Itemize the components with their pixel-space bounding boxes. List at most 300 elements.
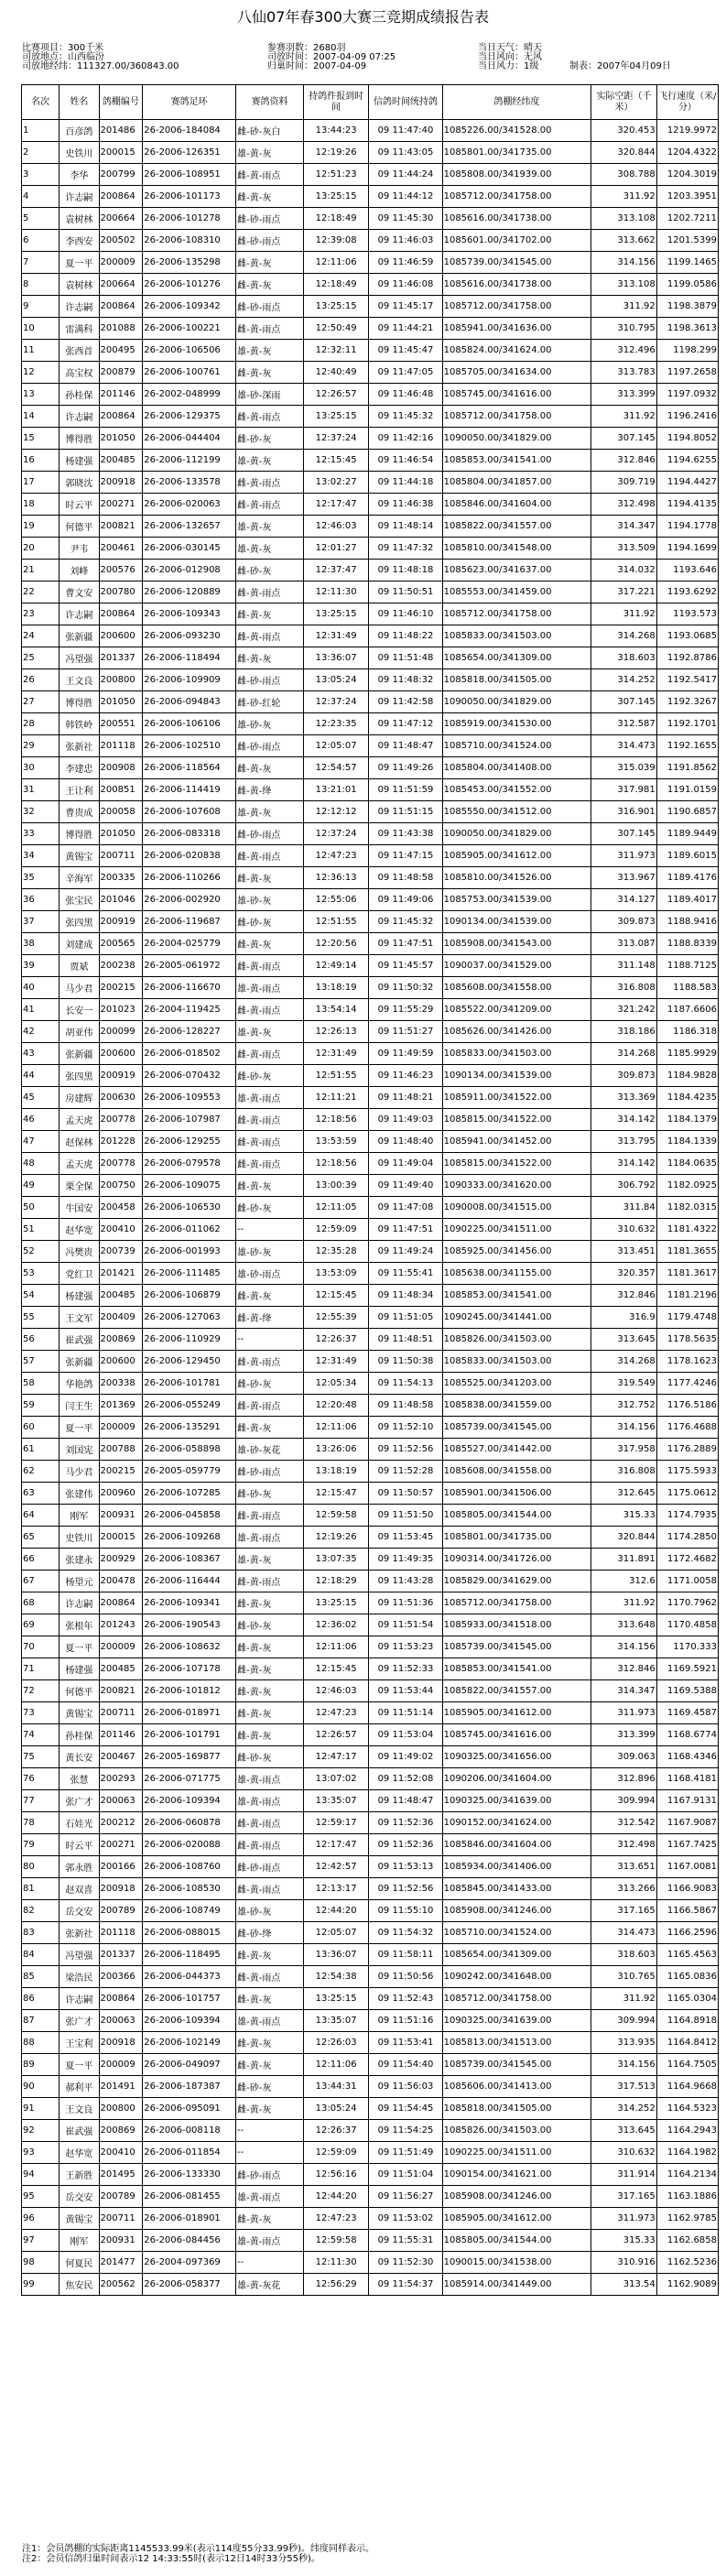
cell-name: 何德平 (60, 1680, 99, 1702)
cell-rank: 35 (22, 867, 60, 889)
cell-ring: 26-2006-101278 (143, 208, 236, 230)
cell-ring: 26-2006-044404 (143, 428, 236, 450)
cell-loft-id: 200495 (99, 340, 143, 362)
cell-pigeon-info: 雌-黄-灰 (236, 1988, 304, 2010)
cell-rank: 45 (22, 1087, 60, 1109)
cell-speed: 1167.0081 (656, 1856, 718, 1878)
cell-rank: 64 (22, 1505, 60, 1527)
cell-name: 冯望强 (60, 1944, 99, 1966)
cell-pigeon-info: 雄-砂-灰 (236, 889, 304, 911)
cell-distance: 314.347 (591, 516, 657, 538)
cell-rank: 80 (22, 1856, 60, 1878)
table-row (22, 428, 719, 450)
cell-rank: 50 (22, 1197, 60, 1219)
cell-coordinates: 1085933.00/341518.00 (442, 1614, 591, 1636)
cell-speed: 1167.7425 (656, 1834, 718, 1856)
cell-distance: 313.935 (591, 2032, 657, 2054)
cell-coordinates: 1085712.00/341758.00 (442, 603, 591, 625)
cell-distance: 309.063 (591, 1746, 657, 1768)
cell-report-time: 12:59:17 (303, 1812, 369, 1834)
cell-coordinates: 1085608.00/341558.00 (442, 1461, 591, 1483)
cell-rank: 20 (22, 538, 60, 560)
cell-rank: 54 (22, 1285, 60, 1307)
cell-report-time: 12:13:17 (303, 1878, 369, 1900)
cell-report-time: 13:54:14 (303, 999, 369, 1021)
cell-report-time: 13:25:15 (303, 1592, 369, 1614)
cell-rank: 30 (22, 757, 60, 779)
cell-name: 党红卫 (60, 1263, 99, 1285)
cell-return-time: 09 11:53:13 (369, 1856, 442, 1878)
cell-distance: 310.916 (591, 2252, 657, 2274)
cell-name: 张新社 (60, 1922, 99, 1944)
cell-ring: 26-2006-112199 (143, 450, 236, 472)
cell-coordinates: 1085608.00/341558.00 (442, 977, 591, 999)
cell-report-time: 12:15:45 (303, 1658, 369, 1680)
table-row (22, 911, 719, 933)
cell-loft-id: 201050 (99, 823, 143, 845)
cell-speed: 1182.0925 (656, 1175, 718, 1197)
cell-loft-id: 201050 (99, 428, 143, 450)
cell-return-time: 09 11:51:59 (369, 779, 442, 801)
cell-coordinates: 1085838.00/341559.00 (442, 1395, 591, 1417)
cell-report-time: 12:59:58 (303, 2230, 369, 2252)
cell-ring: 26-2006-109553 (143, 1087, 236, 1109)
cell-speed: 1178.1623 (656, 1351, 718, 1373)
cell-coordinates: 1085654.00/341309.00 (442, 647, 591, 669)
cell-report-time: 12:31:49 (303, 1351, 369, 1373)
cell-distance: 307.145 (591, 823, 657, 845)
cell-pigeon-info: 雌-砂-灰 (236, 1614, 304, 1636)
cell-coordinates: 1090154.00/341621.00 (442, 2164, 591, 2186)
cell-loft-id: 200410 (99, 2142, 143, 2164)
cell-report-time: 13:00:39 (303, 1175, 369, 1197)
cell-pigeon-info: 雌-黄-雨点 (236, 1966, 304, 1988)
cell-name: 许志嗣 (60, 603, 99, 625)
cell-coordinates: 1085908.00/341246.00 (442, 2186, 591, 2208)
cell-rank: 93 (22, 2142, 60, 2164)
table-header-row (22, 85, 719, 120)
cell-loft-id: 201118 (99, 735, 143, 757)
cell-coordinates: 1090325.00/341656.00 (442, 1746, 591, 1768)
cell-return-time: 09 11:45:30 (369, 208, 442, 230)
cell-ring: 26-2006-101276 (143, 274, 236, 296)
cell-speed: 1167.9087 (656, 1812, 718, 1834)
cell-speed: 1193.646 (656, 560, 718, 582)
cell-name: 崔武强 (60, 1329, 99, 1351)
cell-report-time: 12:11:30 (303, 2252, 369, 2274)
cell-distance: 311.92 (591, 186, 657, 208)
cell-report-time: 12:18:49 (303, 208, 369, 230)
cell-name: 石娃光 (60, 1812, 99, 1834)
cell-return-time: 09 11:50:57 (369, 1483, 442, 1505)
cell-coordinates: 1085753.00/341539.00 (442, 889, 591, 911)
cell-coordinates: 1085654.00/341309.00 (442, 1944, 591, 1966)
cell-coordinates: 1090225.00/341511.00 (442, 1219, 591, 1241)
cell-rank: 53 (22, 1263, 60, 1285)
cell-name: 夏一平 (60, 1636, 99, 1658)
table-row (22, 274, 719, 296)
cell-pigeon-info: 雌-黄-绛 (236, 779, 304, 801)
cell-distance: 312.587 (591, 713, 657, 735)
table-row (22, 560, 719, 582)
cell-coordinates: 1085616.00/341738.00 (442, 274, 591, 296)
cell-rank: 41 (22, 999, 60, 1021)
cell-pigeon-info: 雌-黄-灰 (236, 1702, 304, 1724)
cell-report-time: 12:15:45 (303, 1285, 369, 1307)
cell-coordinates: 1090037.00/341529.00 (442, 955, 591, 977)
cell-distance: 313.795 (591, 1131, 657, 1153)
cell-rank: 76 (22, 1768, 60, 1790)
cell-name: 袁树林 (60, 208, 99, 230)
cell-rank: 6 (22, 230, 60, 252)
cell-speed: 1184.9828 (656, 1065, 718, 1087)
table-row (22, 1812, 719, 1834)
cell-loft-id: 200458 (99, 1197, 143, 1219)
cell-return-time: 09 11:48:40 (369, 1131, 442, 1153)
cell-loft-id: 201050 (99, 691, 143, 713)
cell-pigeon-info: 雌-砂-雨点 (236, 2164, 304, 2186)
cell-distance: 320.453 (591, 120, 657, 142)
cell-distance: 313.54 (591, 2274, 657, 2296)
cell-return-time: 09 11:51:54 (369, 1614, 442, 1636)
cell-report-time: 12:26:03 (303, 2032, 369, 2054)
cell-rank: 52 (22, 1241, 60, 1263)
cell-name: 冯望强 (60, 647, 99, 669)
cell-pigeon-info: 雌-黄-雨点 (236, 494, 304, 516)
cell-coordinates: 1085833.00/341503.00 (442, 1351, 591, 1373)
cell-speed: 1166.5867 (656, 1900, 718, 1922)
cell-distance: 311.92 (591, 406, 657, 428)
cell-ring: 26-2006-109909 (143, 669, 236, 691)
cell-report-time: 13:44:23 (303, 120, 369, 142)
cell-speed: 1197.2658 (656, 362, 718, 384)
table-row (22, 2120, 719, 2142)
cell-loft-id: 200238 (99, 955, 143, 977)
cell-report-time: 13:05:24 (303, 669, 369, 691)
cell-name: 史铁川 (60, 142, 99, 164)
cell-report-time: 12:11:30 (303, 582, 369, 603)
cell-loft-id: 200600 (99, 1043, 143, 1065)
cell-ring: 26-2006-187387 (143, 2076, 236, 2098)
cell-speed: 1184.1339 (656, 1131, 718, 1153)
cell-loft-id: 200869 (99, 2120, 143, 2142)
cell-speed: 1170.4858 (656, 1614, 718, 1636)
cell-report-time: 13:53:59 (303, 1131, 369, 1153)
cell-rank: 97 (22, 2230, 60, 2252)
cell-ring: 26-2006-084456 (143, 2230, 236, 2252)
cell-distance: 312.645 (591, 1483, 657, 1505)
cell-rank: 37 (22, 911, 60, 933)
cell-report-time: 13:26:06 (303, 1439, 369, 1461)
cell-speed: 1164.8412 (656, 2032, 718, 2054)
cell-ring: 26-2006-109341 (143, 1592, 236, 1614)
cell-name: 时云平 (60, 1834, 99, 1856)
cell-ring: 26-2006-108760 (143, 1856, 236, 1878)
cell-return-time: 09 11:45:17 (369, 296, 442, 318)
cell-return-time: 09 11:45:32 (369, 911, 442, 933)
cell-report-time: 13:25:15 (303, 296, 369, 318)
cell-distance: 315.33 (591, 1505, 657, 1527)
cell-report-time: 13:44:31 (303, 2076, 369, 2098)
cell-return-time: 09 11:47:32 (369, 538, 442, 560)
cell-coordinates: 1085601.00/341702.00 (442, 230, 591, 252)
note-2: 注2：会员信鸽归巢时间表示12 14:33:55时(表示12日14时33分55秒)。 (22, 2554, 320, 2564)
cell-distance: 309.873 (591, 911, 657, 933)
cell-pigeon-info: 雄-黄-灰 (236, 142, 304, 164)
cell-coordinates: 1085808.00/341939.00 (442, 164, 591, 186)
cell-distance: 318.186 (591, 1021, 657, 1043)
cell-coordinates: 1085818.00/341505.00 (442, 2098, 591, 2120)
cell-report-time: 13:25:15 (303, 406, 369, 428)
cell-name: 博得胜 (60, 691, 99, 713)
cell-rank: 28 (22, 713, 60, 735)
cell-report-time: 12:54:57 (303, 757, 369, 779)
cell-return-time: 09 11:52:10 (369, 1417, 442, 1439)
cell-return-time: 09 11:48:47 (369, 735, 442, 757)
cell-return-time: 09 11:47:15 (369, 845, 442, 867)
cell-report-time: 12:54:38 (303, 1966, 369, 1988)
cell-report-time: 12:31:49 (303, 625, 369, 647)
table-row (22, 1439, 719, 1461)
cell-loft-id: 201023 (99, 999, 143, 1021)
cell-speed: 1165.4563 (656, 1944, 718, 1966)
cell-ring: 26-2006-135291 (143, 1417, 236, 1439)
cell-pigeon-info: -- (236, 1329, 304, 1351)
cell-report-time: 12:47:23 (303, 2208, 369, 2230)
cell-loft-id: 200600 (99, 625, 143, 647)
cell-distance: 314.268 (591, 625, 657, 647)
cell-ring: 26-2006-101757 (143, 1988, 236, 2010)
cell-report-time: 12:37:47 (303, 560, 369, 582)
cell-rank: 95 (22, 2186, 60, 2208)
cell-report-time: 12:47:23 (303, 845, 369, 867)
cell-rank: 14 (22, 406, 60, 428)
cell-pigeon-info: -- (236, 2120, 304, 2142)
cell-loft-id: 200800 (99, 669, 143, 691)
cell-coordinates: 1085822.00/341557.00 (442, 1680, 591, 1702)
cell-speed: 1192.1701 (656, 713, 718, 735)
cell-rank: 31 (22, 779, 60, 801)
cell-pigeon-info: 雄-黄-灰 (236, 538, 304, 560)
cell-ring: 26-2006-111485 (143, 1263, 236, 1285)
cell-coordinates: 1085527.00/341442.00 (442, 1439, 591, 1461)
cell-pigeon-info: 雄-黄-灰 (236, 516, 304, 538)
cell-name: 杨望元 (60, 1571, 99, 1592)
cell-pigeon-info: 雄-黄-雨点 (236, 2186, 304, 2208)
cell-return-time: 09 11:52:28 (369, 1461, 442, 1483)
cell-report-time: 13:07:02 (303, 1768, 369, 1790)
cell-pigeon-info: 雄-黄-灰 (236, 1021, 304, 1043)
race-weather: 当日天气：晴天 (478, 43, 542, 53)
table-row (22, 1505, 719, 1527)
cell-return-time: 09 11:53:41 (369, 2032, 442, 2054)
cell-return-time: 09 11:52:33 (369, 1658, 442, 1680)
cell-report-time: 12:51:23 (303, 164, 369, 186)
cell-name: 许志嗣 (60, 186, 99, 208)
cell-pigeon-info: 雄-砂-灰 (236, 1241, 304, 1263)
cell-loft-id: 200821 (99, 1680, 143, 1702)
cell-ring: 26-2006-081455 (143, 2186, 236, 2208)
cell-distance: 311.92 (591, 1592, 657, 1614)
cell-rank: 79 (22, 1834, 60, 1856)
cell-pigeon-info: 雌-黄-雨点 (236, 1109, 304, 1131)
cell-pigeon-info: 雌-黄-灰 (236, 1658, 304, 1680)
cell-loft-id: 200461 (99, 538, 143, 560)
cell-report-time: 12:51:55 (303, 911, 369, 933)
cell-report-time: 12:49:14 (303, 955, 369, 977)
cell-ring: 26-2006-018502 (143, 1043, 236, 1065)
cell-loft-id: 201369 (99, 1395, 143, 1417)
cell-report-time: 12:59:58 (303, 1505, 369, 1527)
cell-rank: 47 (22, 1131, 60, 1153)
cell-pigeon-info: 雌-黄-灰 (236, 2054, 304, 2076)
table-row (22, 1790, 719, 1812)
cell-speed: 1189.9449 (656, 823, 718, 845)
cell-pigeon-info: 雄-砂-灰 (236, 1900, 304, 1922)
cell-return-time: 09 11:51:05 (369, 1307, 442, 1329)
cell-rank: 19 (22, 516, 60, 538)
cell-coordinates: 1085826.00/341503.00 (442, 2120, 591, 2142)
cell-return-time: 09 11:48:32 (369, 669, 442, 691)
table-row (22, 1307, 719, 1329)
cell-ring: 26-2006-079578 (143, 1153, 236, 1175)
cell-distance: 310.632 (591, 1219, 657, 1241)
cell-rank: 13 (22, 384, 60, 406)
cell-ring: 26-2006-109268 (143, 1527, 236, 1549)
cell-coordinates: 1085815.00/341522.00 (442, 1153, 591, 1175)
cell-report-time: 12:17:47 (303, 494, 369, 516)
cell-rank: 77 (22, 1790, 60, 1812)
table-row (22, 1900, 719, 1922)
cell-name: 长安一 (60, 999, 99, 1021)
cell-report-time: 12:47:17 (303, 1746, 369, 1768)
cell-report-time: 13:21:01 (303, 779, 369, 801)
cell-rank: 51 (22, 1219, 60, 1241)
cell-speed: 1169.5388 (656, 1680, 718, 1702)
cell-ring: 26-2004-097369 (143, 2252, 236, 2274)
cell-ring: 26-2006-128227 (143, 1021, 236, 1043)
cell-pigeon-info: 雌-黄-灰 (236, 603, 304, 625)
cell-return-time: 09 11:43:38 (369, 823, 442, 845)
cell-rank: 36 (22, 889, 60, 911)
cell-speed: 1184.1379 (656, 1109, 718, 1131)
cell-rank: 94 (22, 2164, 60, 2186)
cell-loft-id: 200800 (99, 2098, 143, 2120)
cell-speed: 1182.0315 (656, 1197, 718, 1219)
cell-pigeon-info: 雄-黄-灰花 (236, 2274, 304, 2296)
cell-report-time: 12:18:56 (303, 1153, 369, 1175)
cell-name: 张新疆 (60, 1351, 99, 1373)
cell-coordinates: 1085804.00/341857.00 (442, 472, 591, 494)
table-row (22, 647, 719, 669)
cell-distance: 311.973 (591, 1702, 657, 1724)
cell-speed: 1188.7125 (656, 955, 718, 977)
table-row (22, 1966, 719, 1988)
cell-speed: 1178.5635 (656, 1329, 718, 1351)
cell-coordinates: 1085833.00/341503.00 (442, 625, 591, 647)
header-ring: 赛鸽足环 (143, 85, 236, 120)
cell-rank: 43 (22, 1043, 60, 1065)
cell-coordinates: 1090134.00/341539.00 (442, 911, 591, 933)
cell-name: 贾斌 (60, 955, 99, 977)
cell-pigeon-info: 雌-黄-雨点 (236, 582, 304, 603)
cell-name: 李建忠 (60, 757, 99, 779)
cell-pigeon-info: 雌-黄-雨点 (236, 1834, 304, 1856)
cell-rank: 56 (22, 1329, 60, 1351)
table-row (22, 1065, 719, 1087)
table-row (22, 1087, 719, 1109)
cell-name: 辛海军 (60, 867, 99, 889)
cell-report-time: 12:59:09 (303, 1219, 369, 1241)
cell-name: 李华 (60, 164, 99, 186)
table-row (22, 120, 719, 142)
table-row (22, 1285, 719, 1307)
cell-pigeon-info: 雌-砂-灰白 (236, 120, 304, 142)
cell-ring: 26-2006-011062 (143, 1219, 236, 1241)
cell-distance: 309.994 (591, 1790, 657, 1812)
cell-return-time: 09 11:46:23 (369, 1065, 442, 1087)
table-row (22, 1483, 719, 1505)
cell-loft-id: 200576 (99, 560, 143, 582)
cell-distance: 314.156 (591, 1636, 657, 1658)
cell-name: 杨建强 (60, 450, 99, 472)
cell-rank: 96 (22, 2208, 60, 2230)
table-row (22, 252, 719, 274)
cell-pigeon-info: 雌-黄-雨点 (236, 1571, 304, 1592)
cell-speed: 1193.0685 (656, 625, 718, 647)
cell-ring: 26-2006-058377 (143, 2274, 236, 2296)
cell-pigeon-info: 雄-黄-雨点 (236, 1768, 304, 1790)
cell-return-time: 09 11:48:51 (369, 1329, 442, 1351)
cell-name: 韩铁岭 (60, 713, 99, 735)
cell-speed: 1162.6858 (656, 2230, 718, 2252)
cell-distance: 313.087 (591, 933, 657, 955)
cell-pigeon-info: 雌-黄-灰 (236, 647, 304, 669)
cell-speed: 1164.7505 (656, 2054, 718, 2076)
header-pigeon-info: 赛鸽资料 (236, 85, 304, 120)
cell-coordinates: 1085712.00/341758.00 (442, 296, 591, 318)
cell-ring: 26-2006-101791 (143, 1724, 236, 1746)
cell-return-time: 09 11:53:02 (369, 2208, 442, 2230)
cell-distance: 313.266 (591, 1878, 657, 1900)
table-row (22, 1219, 719, 1241)
cell-name: 郭晓沈 (60, 472, 99, 494)
cell-return-time: 09 11:44:21 (369, 318, 442, 340)
cell-name: 张新疆 (60, 625, 99, 647)
cell-speed: 1184.4235 (656, 1087, 718, 1109)
cell-loft-id: 200565 (99, 933, 143, 955)
table-row (22, 2098, 719, 2120)
cell-distance: 308.788 (591, 164, 657, 186)
cell-return-time: 09 11:45:57 (369, 955, 442, 977)
cell-speed: 1164.2943 (656, 2120, 718, 2142)
table-row (22, 1109, 719, 1131)
cell-speed: 1204.4322 (656, 142, 718, 164)
cell-pigeon-info: 雌-黄-灰 (236, 362, 304, 384)
cell-coordinates: 1085813.00/341513.00 (442, 2032, 591, 2054)
cell-name: 孟天虎 (60, 1153, 99, 1175)
cell-ring: 26-2006-114419 (143, 779, 236, 801)
cell-report-time: 13:07:35 (303, 1549, 369, 1571)
cell-coordinates: 1085846.00/341604.00 (442, 1834, 591, 1856)
cell-rank: 89 (22, 2054, 60, 2076)
cell-distance: 313.451 (591, 1241, 657, 1263)
cell-name: 赵华宽 (60, 1219, 99, 1241)
cell-ring: 26-2006-109342 (143, 296, 236, 318)
cell-coordinates: 1085804.00/341408.00 (442, 757, 591, 779)
table-row (22, 933, 719, 955)
cell-distance: 319.549 (591, 1373, 657, 1395)
